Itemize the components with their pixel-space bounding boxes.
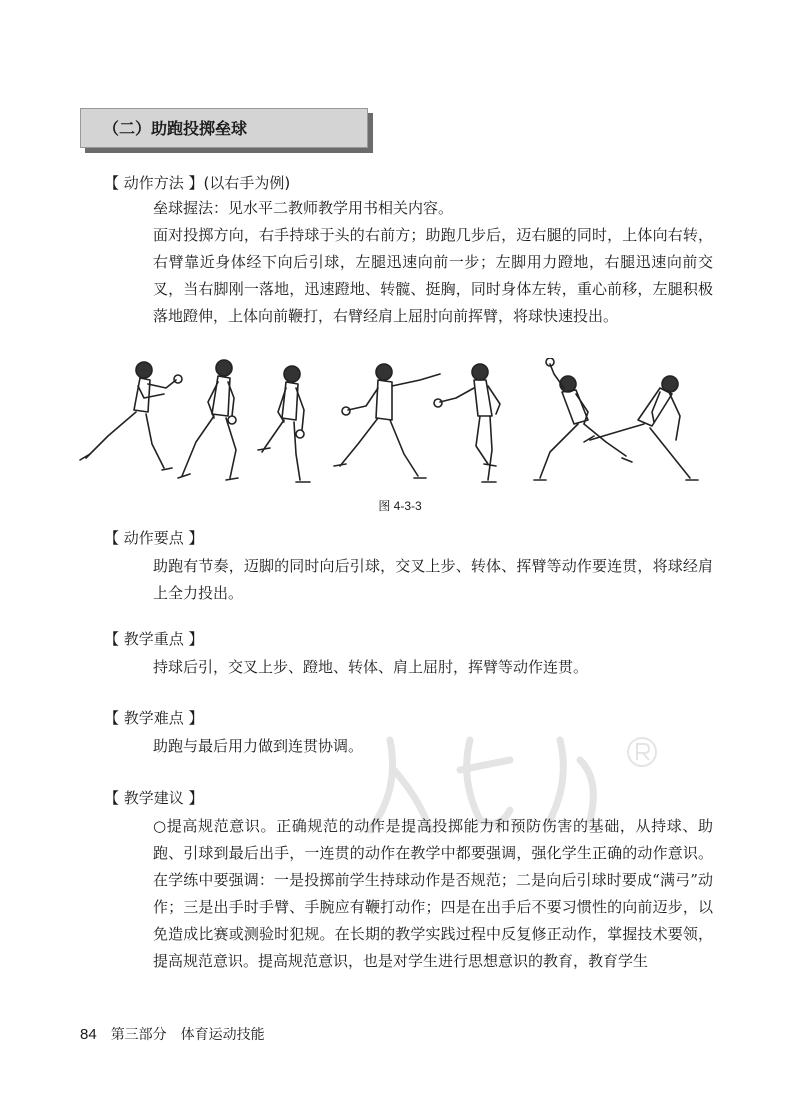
teaching-difficulty-heading: 【 教学难点 】 xyxy=(104,709,204,727)
footer-label: 第三部分 体育运动技能 xyxy=(110,1027,265,1043)
teaching-difficulty-text: 助跑与最后用力做到连贯协调。 xyxy=(153,737,364,755)
athlete-frame-3 xyxy=(258,366,310,482)
section-title: （二）助跑投掷垒球 xyxy=(80,108,368,148)
page-footer xyxy=(80,1024,265,1044)
grip-paragraph: 垒球握法：见水平二教师教学用书相关内容。 xyxy=(153,199,454,217)
athlete-frame-4 xyxy=(334,364,440,478)
key-points-text: 助跑有节奏，迈脚的同时向后引球，交叉上步、转体、挥臂等动作要连贯，将球经肩上全力投出。 xyxy=(153,557,713,602)
suggestions-text: ○提高规范意识。正确规范的动作是提高投掷能力和预防伤害的基础，从持球、助跑、引球到最后出手，一连贯的动作在教学中都要强调，强化学生正确的动作意识。在学练中要强调：一是投掷前学生持球动作是否规范；二是向后引球时要成“满弓”动作；三是出手时手臂、手腕应有鞭打动作；四是在出手后不要习惯性的向前迈步，以免造成比赛或测验时犯规。在长期的教学实践过程中反复修正动作，掌握技术要领，提高规范意识。提高规范意识，也是对学生进行思想意识的教育，教育学生 xyxy=(153,817,713,970)
figure-caption: 图 4-3-3 xyxy=(378,499,422,513)
page-number: 84 xyxy=(80,1026,97,1043)
athlete-frame-6 xyxy=(534,358,632,480)
teaching-focus-text: 持球后引，交叉上步、蹬地、转体、肩上屈肘，挥臂等动作连贯。 xyxy=(153,658,589,676)
key-points-heading: 【 动作要点 】 xyxy=(104,529,204,547)
method-paragraph: 面对投掷方向，右手持球于头的右前方；助跑几步后，迈右腿的同时，上体向右转，右臂靠近身体经下向后引球，左腿迅速向前一步；左脚用力蹬地，右腿迅速向前交叉，当右脚刚一落地，迅速蹬地、转髋、挺胸，同时身体左转，重心前移，左腿积极落地蹬伸，上体向前鞭打，右臂经肩上屈肘向前挥臂，将球快速投出。 xyxy=(153,226,713,325)
throwing-sequence-figure xyxy=(78,358,718,493)
athlete-frame-5 xyxy=(434,364,500,482)
suggestions-heading: 【 教学建议 】 xyxy=(104,789,204,807)
teaching-focus-heading: 【 教学重点 】 xyxy=(104,630,204,648)
athlete-frame-1 xyxy=(80,362,182,470)
athlete-frame-2 xyxy=(178,360,238,480)
athlete-frame-7 xyxy=(584,376,698,480)
method-heading: 【 动作方法 】(以右手为例) xyxy=(104,174,291,192)
